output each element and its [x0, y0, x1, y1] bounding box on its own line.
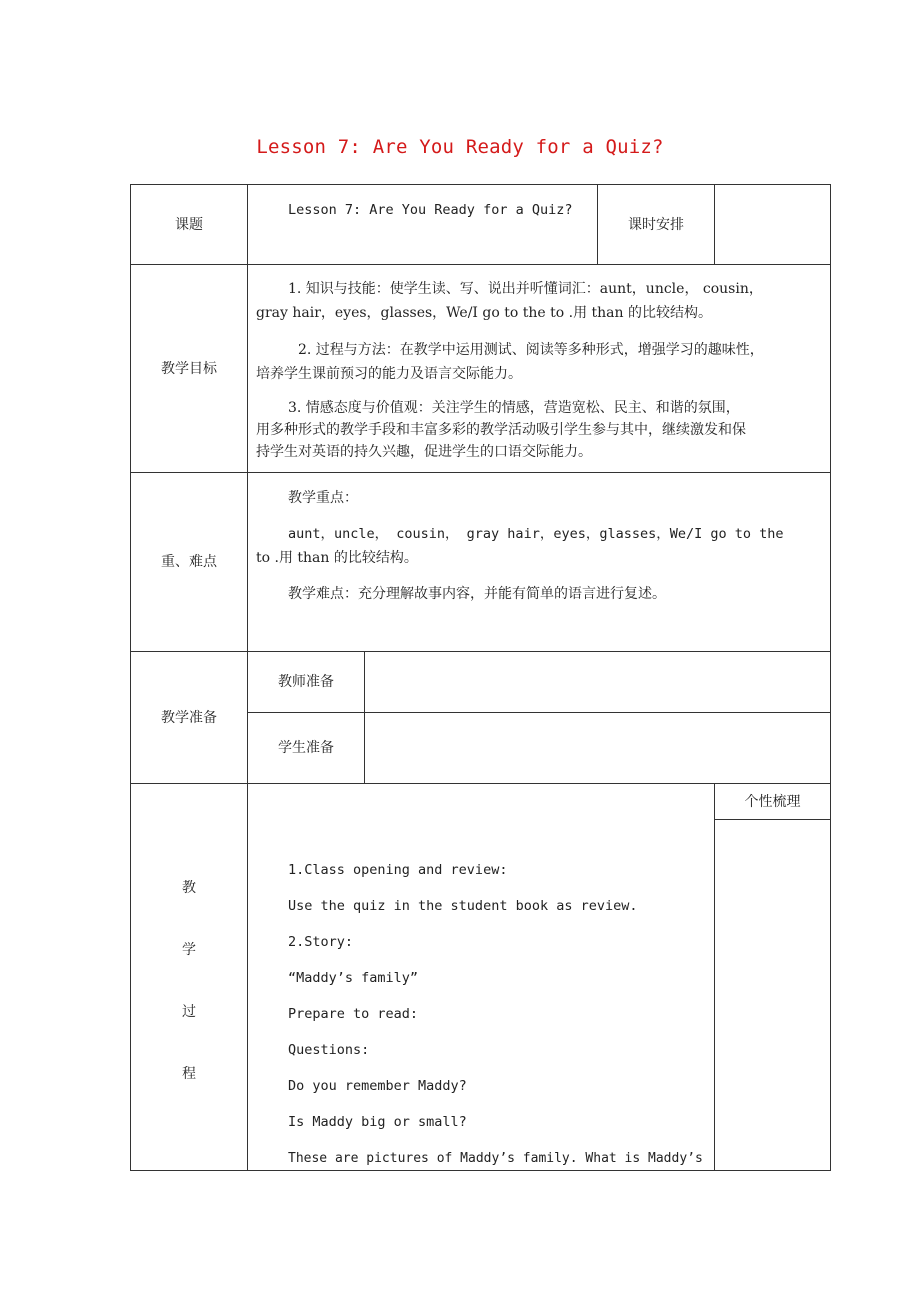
prep-label: 教学准备 [161, 709, 217, 726]
process-line: 1.Class opening and review: [288, 862, 508, 878]
key-heading: 教学重点： [288, 490, 358, 506]
schedule-value [715, 185, 830, 264]
difficulty-text: 教学难点：充分理解故事内容，并能有简单的语言进行复述。 [288, 586, 666, 602]
page-title: Lesson 7: Are You Ready for a Quiz? [256, 136, 664, 158]
goal-attitude-line2: 用多种形式的教学手段和丰富多彩的教学活动吸引学生参与其中，继续激发和保 [256, 422, 746, 438]
topic-value: Lesson 7: Are You Ready for a Quiz? [288, 202, 573, 218]
goal-process-line2: 培养学生课前预习的能力及语言交际能力。 [256, 366, 522, 382]
process-line: Questions: [288, 1042, 370, 1058]
student-prep-value [365, 713, 830, 783]
topic-label: 课题 [175, 216, 203, 233]
process-line: 2.Story: [288, 934, 354, 950]
process-label-char-3: 过 [182, 1004, 196, 1020]
process-line: Do you remember Maddy? [288, 1078, 467, 1094]
process-label-char-4: 程 [182, 1066, 196, 1082]
process-line: Use the quiz in the student book as review. [288, 898, 638, 914]
process-line: These are pictures of Maddy’s family. What is Maddy’s [288, 1151, 703, 1166]
goal-knowledge-line2: gray hair，eyes，glasses，We/I go to the to .用 than 的比较结构。 [256, 305, 712, 321]
teacher-prep-label: 教师准备 [278, 674, 334, 690]
process-line: Is Maddy big or small? [288, 1114, 467, 1130]
teacher-prep-value [365, 652, 830, 712]
student-prep-label: 学生准备 [278, 740, 334, 756]
goals-label: 教学目标 [161, 360, 217, 377]
goal-attitude-line1: 3. 情感态度与价值观：关注学生的情感，营造宽松、民主、和谐的氛围， [288, 400, 740, 416]
goal-process-line1: 2. 过程与方法：在教学中运用测试、阅读等多种形式，增强学习的趣味性， [298, 342, 764, 358]
process-label-char-1: 教 [182, 880, 196, 896]
process-label [131, 784, 247, 1170]
process-label-char-2: 学 [182, 942, 196, 958]
notes-label: 个性梳理 [744, 793, 801, 810]
process-line: “Maddy’s family” [288, 970, 419, 986]
goal-knowledge-line1: 1. 知识与技能：使学生读、写、说出并听懂词汇：aunt，uncle， cousin， [288, 281, 763, 297]
process-line: Prepare to read: [288, 1006, 419, 1022]
key-line1: aunt，uncle， cousin， gray hair，eyes，glasses，We/I go to the [288, 526, 784, 542]
goal-attitude-line3: 持学生对英语的持久兴趣，促进学生的口语交际能力。 [256, 444, 592, 460]
key-line2: to .用 than 的比较结构。 [256, 550, 418, 566]
key-points-label: 重、难点 [161, 554, 217, 570]
schedule-label: 课时安排 [628, 216, 684, 233]
